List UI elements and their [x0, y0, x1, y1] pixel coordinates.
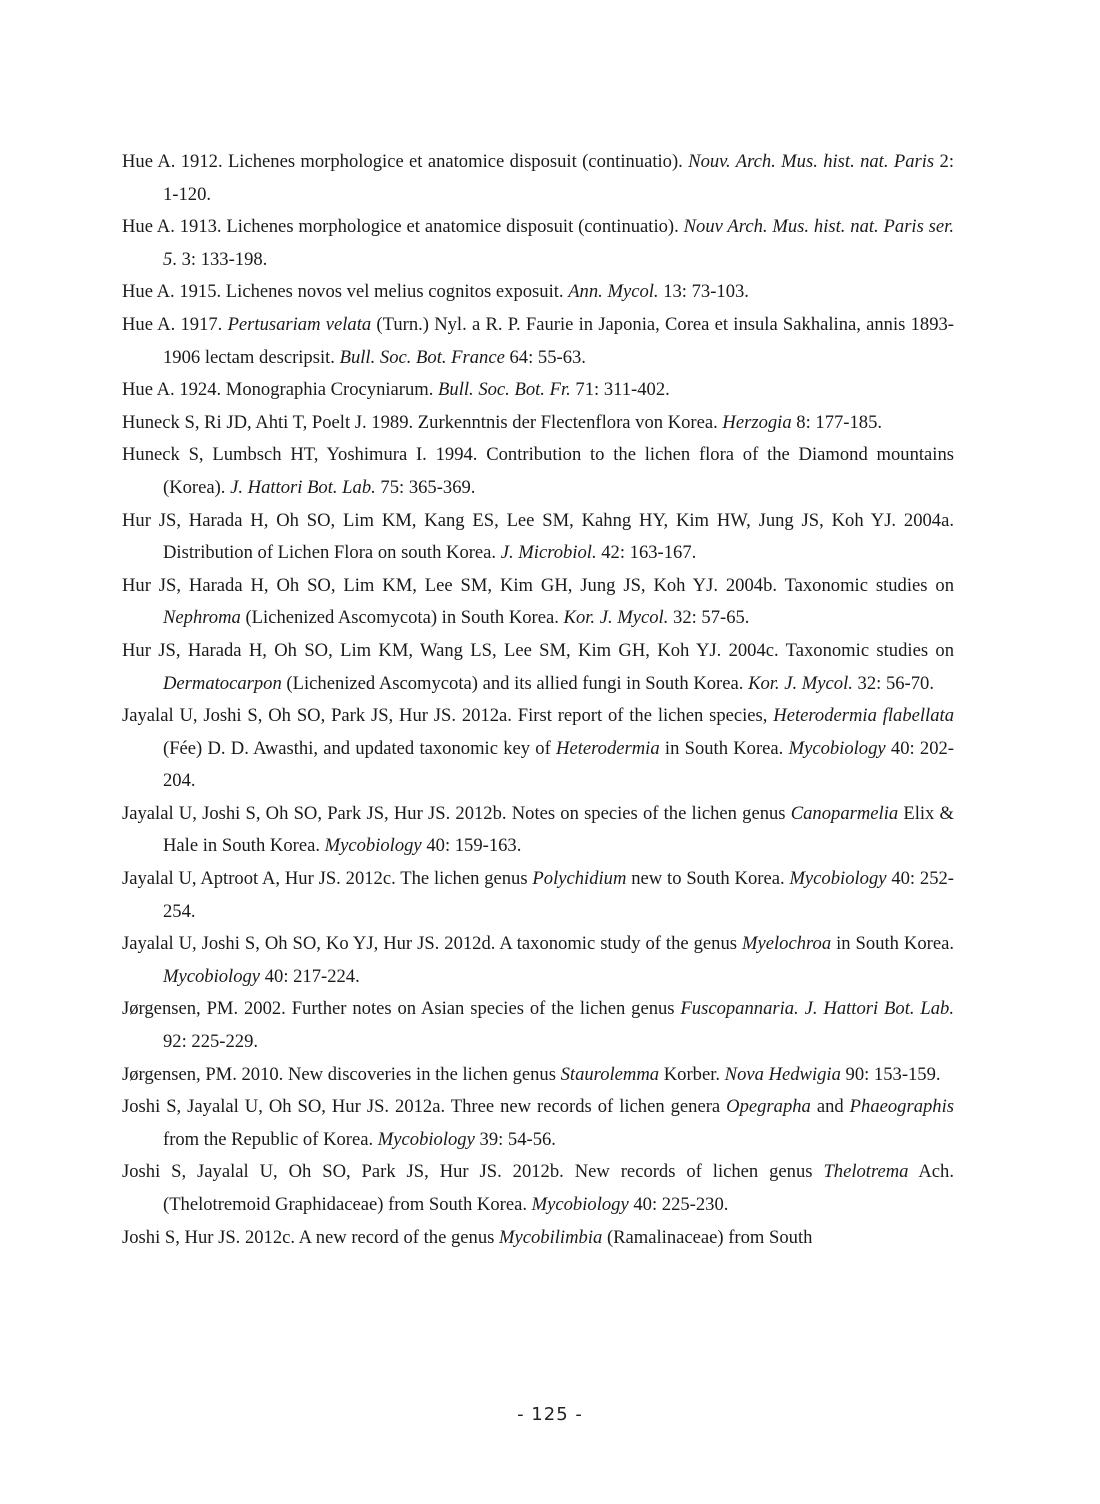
reference-text: (Ramalinaceae) from South — [602, 1226, 813, 1248]
reference-italic-text: Fuscopannaria. J. Hattori Bot. Lab. — [680, 998, 955, 1020]
reference-text: Hue A. 1924. Monographia Crocyniarum. — [122, 379, 439, 401]
reference-italic-text: Mycobilimbia — [499, 1226, 603, 1248]
reference-italic-text: Mycobiology — [163, 965, 261, 987]
reference-text: 2: 1-120. — [163, 151, 954, 205]
reference-text: Joshi S, Jayalal U, Oh SO, Hur JS. 2012a. Three new records of lichen genera — [122, 1096, 727, 1118]
reference-text: 40: 252-254. — [163, 868, 955, 922]
reference-text: Hue A. 1913. Lichenes morphologice et anatomice disposuit (continuatio). — [122, 216, 684, 238]
reference-entry — [122, 1091, 954, 1156]
reference-italic-text: Myelochroa — [741, 933, 832, 955]
reference-text: Joshi S, Jayalal U, Oh SO, Park JS, Hur JS. 2012b. New records of lichen genus — [122, 1161, 824, 1183]
reference-italic-text: Dermatocarpon — [163, 672, 282, 694]
reference-text: Elix & Hale in South Korea. — [163, 802, 954, 857]
reference-entry — [122, 1059, 954, 1092]
reference-text: Jørgensen, PM. 2002. Further notes on Asian species of the lichen genus — [122, 998, 681, 1020]
reference-entry — [122, 211, 954, 276]
reference-entry — [122, 635, 954, 700]
reference-entry — [122, 407, 954, 440]
reference-text: 75: 365-369. — [375, 476, 476, 498]
reference-text: . 3: 133-198. — [172, 248, 268, 270]
reference-italic-text: Mycobiology — [531, 1194, 629, 1215]
reference-italic-text: Nova Hedwigia — [724, 1063, 841, 1085]
reference-text: (Turn.) Nyl. a R. P. Faurie in Japonia, Corea et insula Sakhalina, annis 1893-1906 lectam descripsit. — [163, 313, 954, 368]
reference-text: 32: 57-65. — [668, 607, 750, 629]
reference-italic-text: Heterodermia flabellata — [773, 705, 954, 727]
reference-text: Joshi S, Hur JS. 2012c. A new record of the genus — [122, 1226, 500, 1248]
reference-italic-text: Herzogia — [722, 411, 792, 433]
reference-text: in South Korea. — [659, 737, 789, 759]
reference-italic-text: Kor. J. Mycol. — [748, 672, 853, 694]
reference-text: from the Republic of Korea. — [163, 1128, 378, 1150]
reference-text: 40: 217-224. — [260, 965, 360, 987]
reference-entry — [122, 863, 954, 928]
reference-text: in South Korea. — [831, 933, 954, 955]
reference-text: (Fée) D. D. Awasthi, and updated taxonomic key of — [163, 737, 557, 759]
reference-italic-text: Phaeographis — [849, 1096, 954, 1118]
reference-entry — [122, 505, 954, 570]
reference-text: new to South Korea. — [626, 868, 790, 890]
reference-entry — [122, 1156, 954, 1221]
reference-text: Jayalal U, Joshi S, Oh SO, Ko YJ, Hur JS. 2012d. A taxonomic study of the genus — [122, 933, 742, 955]
reference-text: (Lichenized Ascomycota) in South Korea. — [240, 607, 564, 629]
reference-text: Jørgensen, PM. 2010. New discoveries in the lichen genus — [122, 1063, 561, 1085]
reference-entry — [122, 276, 954, 309]
reference-italic-text: Mycobiology — [324, 835, 422, 857]
reference-entry — [122, 1222, 954, 1255]
reference-italic-text: Mycobiology — [789, 868, 887, 890]
reference-italic-text: Mycobiology — [377, 1128, 475, 1150]
reference-text: Jayalal U, Joshi S, Oh SO, Park JS, Hur JS. 2012b. Notes on species of the lichen genus — [122, 802, 791, 824]
reference-italic-text: Ann. Mycol. — [568, 281, 659, 303]
reference-italic-text: Bull. Soc. Bot. France — [339, 346, 505, 368]
reference-text: (Lichenized Ascomycota) and its allied fungi in South Korea. — [281, 672, 749, 694]
reference-text: Huneck S, Lumbsch HT, Yoshimura I. 1994. Contribution to the lichen flora of the Diamond mountains (Korea). — [122, 444, 954, 498]
reference-text: Hue A. 1915. Lichenes novos vel melius cognitos exposuit. — [122, 281, 569, 303]
reference-italic-text: Nephroma — [163, 607, 241, 629]
reference-entry — [122, 928, 954, 993]
reference-text: Jayalal U, Aptroot A, Hur JS. 2012c. The lichen genus — [122, 868, 533, 890]
reference-italic-text: Nouv Arch. Mus. hist. nat. Paris ser. 5 — [163, 216, 954, 270]
reference-italic-text: Opegrapha — [726, 1096, 811, 1118]
reference-text: 42: 163-167. — [596, 542, 697, 564]
reference-text: 71: 311-402. — [570, 379, 670, 401]
reference-text: Hue A. 1917. — [122, 313, 228, 335]
reference-italic-text: Canoparmelia — [790, 802, 899, 824]
reference-text: Hur JS, Harada H, Oh SO, Lim KM, Lee SM, Kim GH, Jung JS, Koh YJ. 2004b. Taxonomic studies on — [122, 574, 954, 596]
reference-entry — [122, 374, 954, 407]
reference-entry — [122, 146, 954, 211]
reference-italic-text: Heterodermia — [556, 737, 660, 759]
reference-italic-text: Nouv. Arch. Mus. hist. nat. Paris — [688, 151, 935, 172]
reference-italic-text: Staurolemma — [560, 1063, 660, 1085]
reference-text: 39: 54-56. — [474, 1128, 556, 1150]
reference-entry — [122, 309, 954, 374]
reference-text: Korber. — [659, 1063, 725, 1085]
reference-text: 8: 177-185. — [791, 411, 883, 433]
reference-entry — [122, 700, 954, 798]
reference-entry — [122, 993, 954, 1058]
reference-text: 40: 159-163. — [421, 835, 522, 857]
reference-italic-text: J. Microbiol. — [500, 542, 597, 564]
reference-italic-text: Pertusariam velata — [227, 313, 372, 335]
reference-text: Jayalal U, Joshi S, Oh SO, Park JS, Hur JS. 2012a. First report of the lichen species, — [122, 705, 774, 727]
reference-italic-text: Polychidium — [532, 868, 627, 890]
reference-text: 92: 225-229. — [163, 1031, 259, 1053]
reference-text: 13: 73-103. — [658, 281, 749, 303]
reference-text: 40: 202-204. — [163, 737, 954, 792]
reference-text: Hur JS, Harada H, Oh SO, Lim KM, Wang LS, Lee SM, Kim GH, Koh YJ. 2004c. Taxonomic studies on — [122, 639, 954, 661]
reference-italic-text: Thelotrema — [823, 1161, 909, 1183]
reference-text: 64: 55-63. — [504, 346, 586, 368]
reference-italic-text: J. Hattori Bot. Lab. — [230, 476, 376, 498]
reference-italic-text: Mycobiology — [788, 737, 886, 759]
reference-text: Huneck S, Ri JD, Ahti T, Poelt J. 1989. Zurkenntnis der Flectenflora von Korea. — [122, 411, 723, 433]
reference-text: and — [810, 1096, 850, 1118]
reference-text: 90: 153-159. — [840, 1063, 941, 1085]
reference-text: Ach. (Thelotremoid Graphidaceae) from South Korea. — [163, 1161, 955, 1215]
reference-entry — [122, 798, 954, 863]
page-number: - 125 - — [517, 1404, 583, 1425]
reference-entry — [122, 570, 954, 635]
reference-list — [122, 146, 954, 1254]
reference-text: 40: 225-230. — [628, 1194, 729, 1215]
reference-text: Hur JS, Harada H, Oh SO, Lim KM, Kang ES, Lee SM, Kahng HY, Kim HW, Jung JS, Koh YJ. 2004a. Distribution of Lichen Flora on south Korea. — [122, 509, 954, 564]
reference-entry — [122, 439, 954, 504]
reference-italic-text: Bull. Soc. Bot. Fr. — [438, 379, 571, 401]
reference-italic-text: Kor. J. Mycol. — [563, 607, 669, 629]
reference-text: 32: 56-70. — [852, 672, 934, 694]
reference-text: Hue A. 1912. Lichenes morphologice et anatomice disposuit (continuatio). — [122, 151, 689, 172]
